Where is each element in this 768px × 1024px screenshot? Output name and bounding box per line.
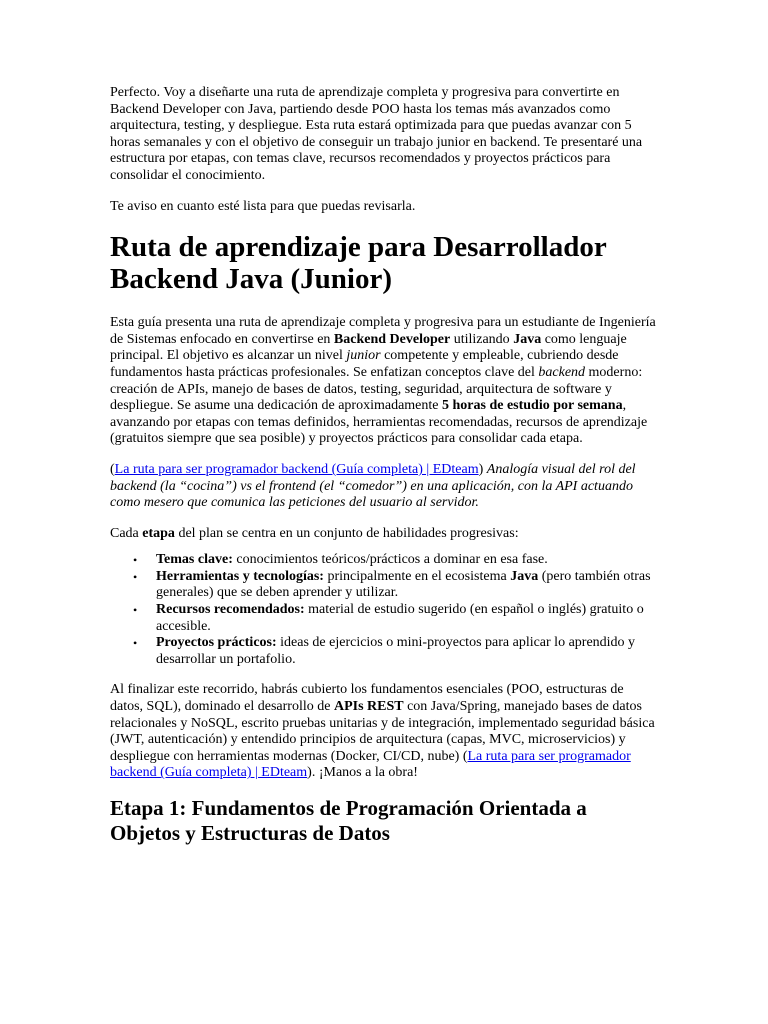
list-item-text: ideas de ejercicios o mini-proyectos para aplicar lo aprendido y desarrollar un portafolio.	[156, 635, 636, 667]
list-item-herramientas	[110, 569, 658, 602]
bullet-icon: •	[133, 603, 138, 618]
list-item-text: conocimientos teóricos/prácticos a dominar en esa fase.	[232, 552, 548, 568]
stage-skills-list	[110, 552, 658, 668]
desc-text: moderno: creación de APIs, manejo de bases de datos, testing, seguridad, arquitectura de software y despliegue. Se asume una dedicación de aproximadamente	[110, 364, 643, 414]
desc-text: , avanzando por etapas con temas definidos, herramientas recomendadas, recursos de aprendizaje (gratuitos siempre que sea posible) y proyectos prácticos para consolidar cada etapa.	[110, 398, 648, 447]
desc-bold-java: Java	[513, 331, 542, 347]
desc-italic-junior: junior	[346, 348, 381, 364]
bullet-icon: •	[133, 553, 138, 568]
desc-bold-backend: Backend Developer	[333, 331, 451, 347]
paren-close: )	[478, 461, 484, 477]
stage-1-heading: Etapa 1: Fundamentos de Programación Orientada a Objetos y Estructuras de Datos	[110, 796, 587, 845]
conclusion-paragraph	[110, 682, 658, 782]
list-item-temas-clave	[110, 552, 658, 569]
desc-italic-backend: backend	[538, 364, 586, 380]
list-item-label: Temas clave:	[156, 552, 233, 568]
conclusion-text: Al finalizar este recorrido, habrás cubierto los fundamentos esenciales (POO, estructuras de datos, SQL), dominado el desarrollo de	[110, 682, 624, 715]
list-item-text: (pero también otras generales) que se deben aprender y utilizar.	[156, 568, 651, 601]
intro-paragraph: Perfecto. Voy a diseñarte una ruta de aprendizaje completa y progresiva para convertirte en Backend Developer con Java, partiendo desde POO hasta los temas más avanzados como arquitectura, testing, y despliegue. Esta ruta estará optimizada para que puedas avanzar con 5 horas semanales y con el objetivo de conseguir un trabajo junior en backend. Te presentaré una estructura por etapas, con temas clave, recursos recomendados y proyectos prácticos para consolidar el conocimiento.	[110, 85, 643, 183]
document-content	[110, 85, 658, 846]
stages-text: del plan se centra en un conjunto de habilidades progresivas:	[174, 525, 519, 541]
edteam-source-link[interactable]: La ruta para ser programador backend (Guía completa) | EDteam	[110, 748, 631, 781]
list-item-proyectos	[110, 635, 658, 668]
stages-bold-etapa: etapa	[142, 525, 175, 541]
list-item-bold-java: Java	[510, 568, 539, 584]
description-paragraph	[110, 315, 658, 448]
conclusion-text: con Java/Spring, manejado bases de datos relacionales y NoSQL, escrito pruebas unitarias y de integración, implementado seguridad básica (JWT, autenticación) y entendido principios de arquitectura (capas, MVC, microservicios) y despliegue con herramientas modernas (Docker, CI/CD, nube) (	[110, 699, 655, 764]
bullet-icon: •	[133, 569, 138, 584]
stages-intro	[110, 526, 658, 543]
list-item-label: Herramientas y tecnologías:	[156, 568, 324, 584]
list-item-text: principalmente en el ecosistema	[323, 568, 511, 584]
desc-text: utilizando	[450, 331, 514, 347]
paren-open: (	[110, 461, 115, 477]
bullet-icon: •	[133, 636, 138, 651]
figure-caption: Analogía visual del rol del backend (la “cocina”) vs el frontend (el “comedor”) en una aplicación, con la API actuando como mesero que comunica las peticiones del usuario al servidor.	[110, 461, 636, 511]
stages-text: Cada	[110, 525, 143, 541]
conclusion-bold-apis: APIs REST	[333, 699, 404, 715]
desc-text: competente y empleable, cubriendo desde fundamentos hasta prácticas profesionales. Se enfatizan conceptos clave del	[110, 348, 619, 380]
list-item-text: material de estudio sugerido (en español o inglés) gratuito o accesible.	[156, 602, 644, 634]
document-title: Ruta de aprendizaje para Desarrollador Backend Java (Junior)	[110, 231, 607, 296]
desc-text: como lenguaje principal. El objetivo es alcanzar un nivel	[110, 331, 627, 364]
intro-note: Te aviso en cuanto esté lista para que puedas revisarla.	[110, 198, 416, 214]
figure-caption-paragraph	[110, 462, 658, 512]
list-item-recursos	[110, 602, 658, 635]
conclusion-text: ). ¡Manos a la obra!	[307, 765, 418, 781]
desc-text: Esta guía presenta una ruta de aprendizaje completa y progresiva para un estudiante de Ingeniería de Sistemas enfocado en convertirse en	[110, 315, 656, 347]
list-item-label: Proyectos prácticos:	[156, 635, 277, 651]
list-item-label: Recursos recomendados:	[156, 602, 305, 618]
desc-bold-hours: 5 horas de estudio por semana	[442, 398, 623, 414]
edteam-source-link[interactable]: La ruta para ser programador backend (Guía completa) | EDteam	[114, 461, 479, 477]
